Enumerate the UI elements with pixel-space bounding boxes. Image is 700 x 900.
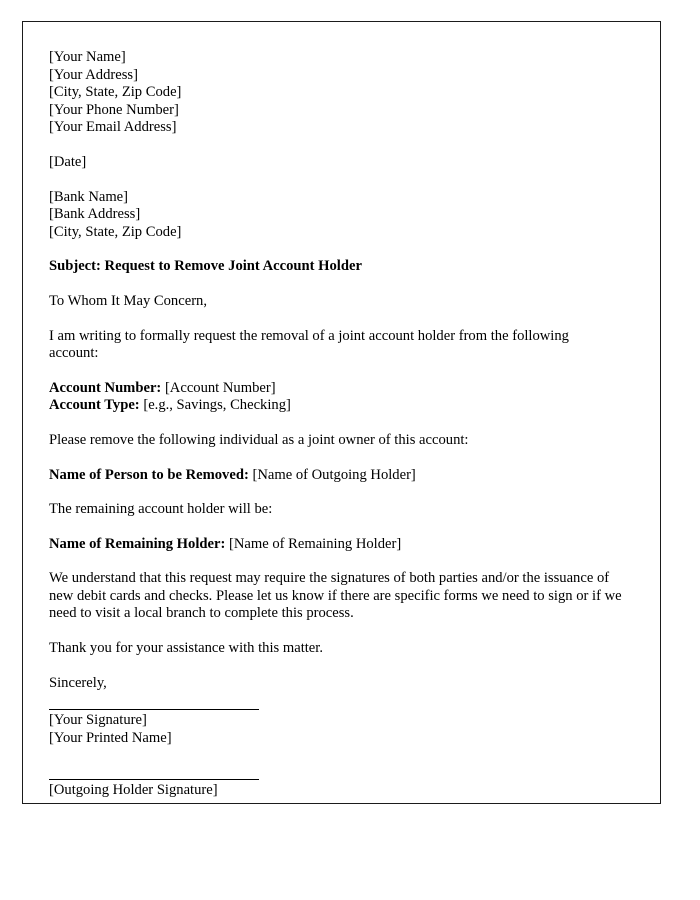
closing-line: Sincerely,	[49, 674, 107, 691]
recipient-address-block	[49, 189, 622, 242]
sender-address-block	[49, 49, 622, 137]
letter-page	[22, 21, 661, 804]
account-details-block	[49, 380, 622, 415]
spacer	[49, 658, 622, 675]
intro-paragraph: I am writing to formally request the removal of a joint account holder from the following account:	[49, 327, 569, 362]
account-type-value: [e.g., Savings, Checking]	[143, 397, 291, 414]
account-number-label: Account Number:	[49, 379, 162, 396]
letter-body	[49, 49, 622, 800]
understanding-paragraph: We understand that this request may require the signatures of both parties and/or the issuance of new debit cards and checks. Please let us know if there are specific forms we need to sign or if we need to visit a local branch to complete this process.	[49, 570, 622, 622]
outgoing-holder-value: [Name of Outgoing Holder]	[252, 466, 416, 483]
account-type-label: Account Type:	[49, 397, 140, 414]
outgoing-holder-signature-label: [Outgoing Holder Signature]	[49, 782, 218, 799]
outgoing-holder-row	[49, 467, 622, 485]
date-line: [Date]	[49, 153, 87, 170]
account-number-row	[49, 380, 622, 398]
sender-address: [Your Address]	[49, 66, 138, 83]
spacer	[49, 415, 622, 432]
remaining-intro-line: The remaining account holder will be:	[49, 501, 273, 518]
spacer	[49, 172, 622, 189]
your-printed-name-label: [Your Printed Name]	[49, 729, 172, 746]
spacer	[49, 241, 622, 258]
sender-email: [Your Email Address]	[49, 119, 177, 136]
spacer	[49, 276, 622, 293]
thanks-line: Thank you for your assistance with this matter.	[49, 640, 323, 657]
spacer	[49, 519, 622, 536]
sender-phone: [Your Phone Number]	[49, 101, 179, 118]
salutation: To Whom It May Concern,	[49, 292, 207, 309]
your-signature-label: [Your Signature]	[49, 712, 147, 729]
signature-block-sender	[49, 709, 622, 747]
bank-address: [Bank Address]	[49, 206, 141, 223]
spacer	[49, 484, 622, 501]
bank-name: [Bank Name]	[49, 188, 129, 205]
spacer	[49, 137, 622, 154]
spacer	[49, 311, 622, 328]
account-number-value: [Account Number]	[164, 379, 276, 396]
account-type-row	[49, 397, 622, 415]
spacer	[49, 623, 622, 640]
removal-request-line: Please remove the following individual as a joint owner of this account:	[49, 431, 469, 448]
sender-city-state-zip: [City, State, Zip Code]	[49, 84, 182, 101]
outgoing-holder-label: Name of Person to be Removed:	[49, 466, 249, 483]
remaining-holder-row	[49, 536, 622, 554]
remaining-holder-value: [Name of Remaining Holder]	[228, 535, 402, 552]
spacer	[49, 553, 622, 570]
bank-city-state-zip: [City, State, Zip Code]	[49, 223, 182, 240]
remaining-holder-label: Name of Remaining Holder:	[49, 535, 226, 552]
subject-line: Subject: Request to Remove Joint Account Holder	[49, 258, 362, 275]
signature-block-outgoing	[49, 779, 622, 800]
spacer	[49, 363, 622, 380]
date-block	[49, 154, 622, 172]
signature-rule	[49, 779, 259, 780]
spacer	[49, 747, 622, 779]
spacer	[49, 450, 622, 467]
signature-rule	[49, 709, 259, 710]
sender-name: [Your Name]	[49, 49, 126, 65]
